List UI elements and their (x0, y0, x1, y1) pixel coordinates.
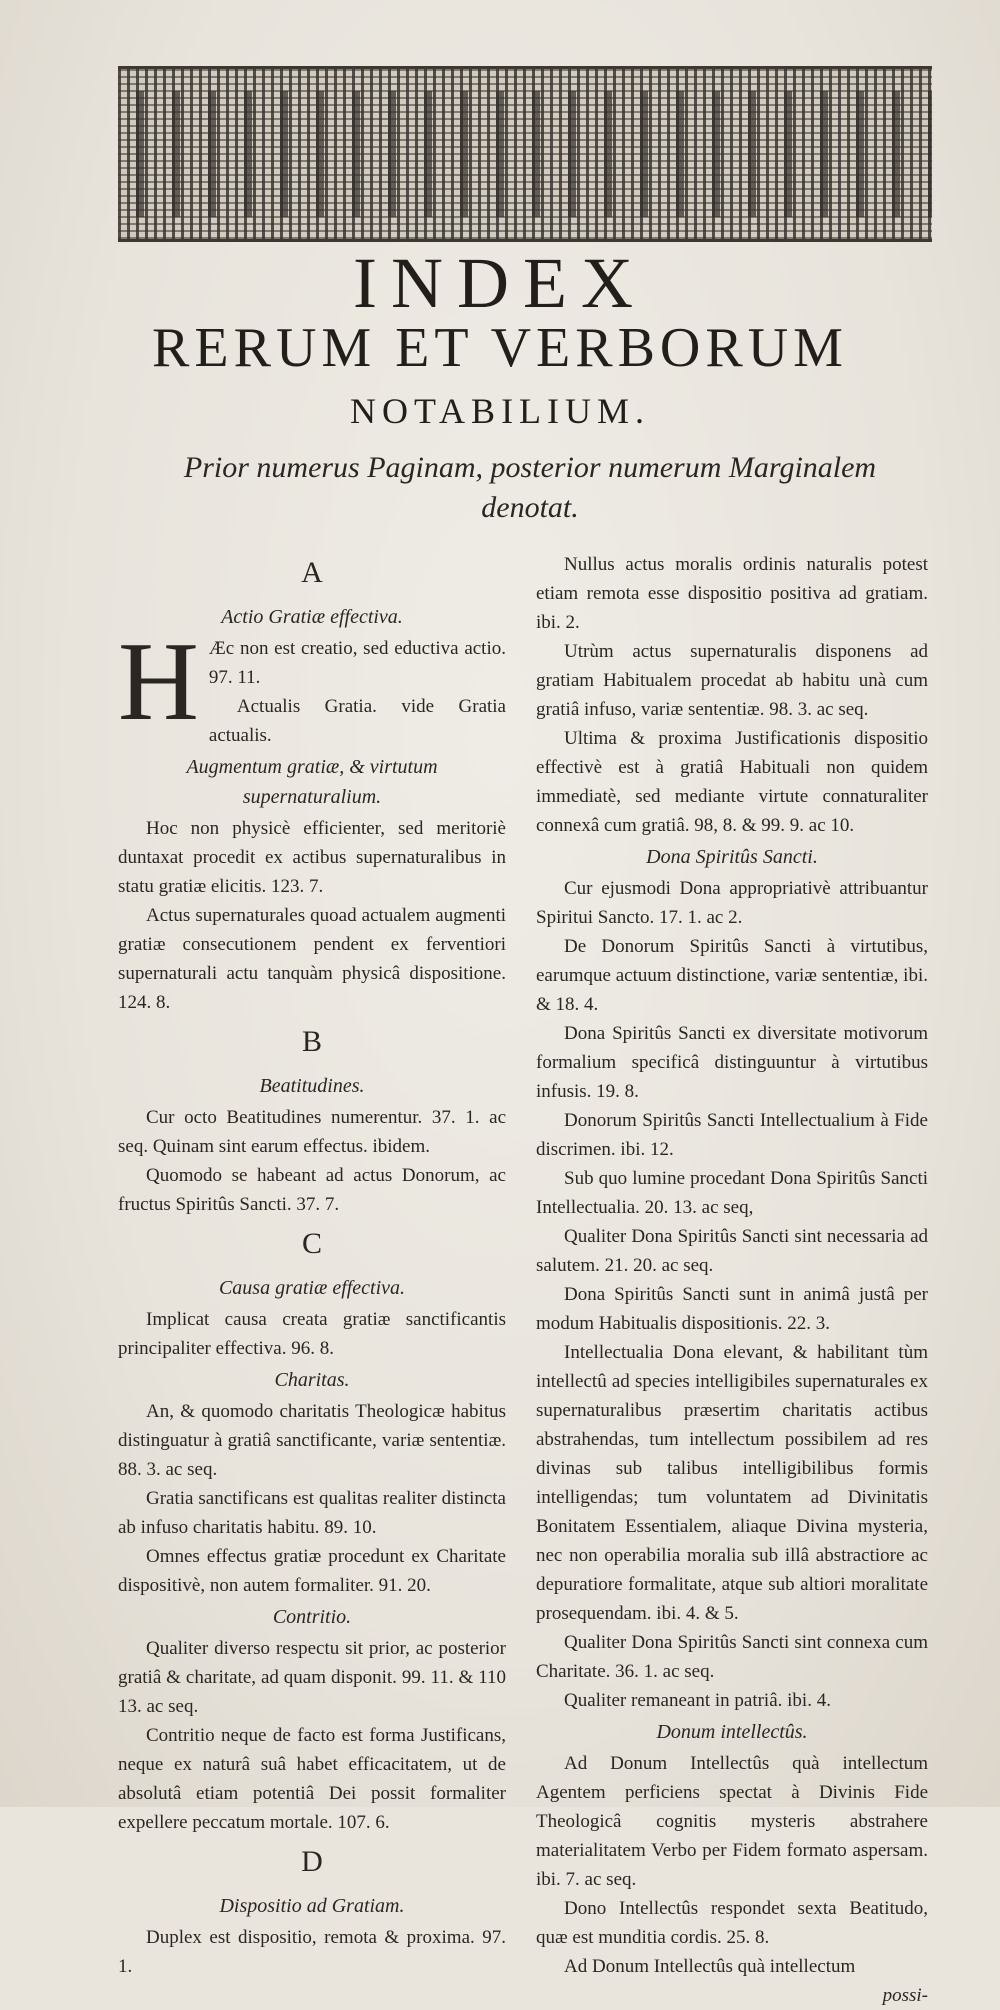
index-entry: Quomodo se habeant ad actus Donorum, ac fructus Spiritûs Sancti. 37. 7. (118, 1165, 506, 1215)
index-entry: Duplex est dispositio, remota & proxima. 97. 1. (118, 1927, 506, 1977)
index-entry: Actualis Gratia. vide Gratia actualis. (208, 696, 506, 746)
index-heading: Dispositio ad Gratiam. (219, 1895, 405, 1917)
index-entry: Hoc non physicè efficienter, sed meritoriè duntaxat procedit ex actibus supernaturalibus in statu gratiæ elicitis. 123. 7. (118, 818, 506, 897)
left-column (118, 548, 506, 1981)
index-entry: Qualiter remaneant in patriâ. ibi. 4. (564, 1690, 831, 1711)
index-heading: Dona Spiritûs Sancti. (646, 846, 818, 868)
index-heading: Causa gratiæ effectiva. (218, 1277, 406, 1299)
section-letter: B (301, 1025, 322, 1058)
page-title: INDEX (353, 243, 647, 323)
index-entry: Ad Donum Intellectûs quà intellectum (564, 1956, 856, 1977)
index-heading: Augmentum gratiæ, & virtutum supernaturalium. (186, 756, 438, 808)
index-entry: Intellectualia Dona elevant, & habilitant tùm intellectû ad species intelligibiles supernaturales ex supernaturalibus præsertim charitatis actibus abstrahendas, tum intellectum possibilem ad res divinas sub talibus intelligibilibus formis intelligendas; tum voluntatem ad Divinitatis Bonitatem Essentialem, aliaque Divina mysteria, nec non operabilia moralia sub illâ abstractiore ac depuratiore formalitate, atque sub altiori moralitate prosequendam. ibi. 4. & 5. (536, 1342, 928, 1624)
index-entry: Nullus actus moralis ordinis naturalis potest etiam remota esse dispositio positiva ad gratiam. ibi. 2. (536, 554, 928, 633)
index-entry: Ultima & proxima Justificationis dispositio effectivè est à gratiâ Habituali non quidem immediatè, sed mediante virtute connaturaliter connexâ cum gratiâ. 98, 8. & 99. 9. ac 10. (536, 728, 928, 836)
index-heading: Beatitudines. (259, 1075, 365, 1097)
index-heading: Charitas. (274, 1369, 350, 1391)
index-entry: An, & quomodo charitatis Theologicæ habitus distinguatur à gratiâ sanctificante, variæ sententiæ. 88. 3. ac seq. (118, 1401, 506, 1480)
index-heading: Contritio. (272, 1606, 352, 1628)
index-entry: Ad Donum Intellectûs quà intellectum Agentem perficiens spectat à Divinis Fide Theologicâ cognitis mysteris abstrahere materialitatem Verbo per Fidem formato aspersam. ibi. 7. ac seq. (536, 1753, 928, 1890)
index-entry: Omnes effectus gratiæ procedunt ex Charitate dispositivè, non autem formaliter. 91. 20. (118, 1546, 506, 1596)
index-entry: Contritio neque de facto est forma Justificans, neque ex naturâ suâ habet efficacitatem, ut de absolutâ etiam potentiâ Dei possit formaliter expellere peccatum mortale. 107. 6. (118, 1725, 506, 1833)
decorative-header-band (118, 66, 932, 242)
drop-cap: H (118, 620, 199, 744)
index-entry: Qualiter Dona Spiritûs Sancti sint connexa cum Charitate. 36. 1. ac seq. (536, 1632, 928, 1682)
index-entry: Utrùm actus supernaturalis disponens ad gratiam Habitualem procedat ab habitu unà cum gratiâ infuso, variæ sententiæ. 98. 3. ac seq. (536, 641, 928, 720)
index-entry: Implicat causa creata gratiæ sanctificantis principaliter effectiva. 96. 8. (118, 1309, 506, 1359)
index-entry: Cur octo Beatitudines numerentur. 37. 1. ac seq. Quinam sint earum effectus. ibidem. (118, 1107, 506, 1157)
section-letter: C (301, 1227, 322, 1260)
index-heading: Donum intellectûs. (656, 1721, 808, 1743)
catchword: possi- (882, 1985, 928, 2006)
index-entry: Gratia sanctificans est qualitas realiter distincta ab infuso charitatis habitu. 89. 10. (118, 1488, 506, 1538)
title-line-2: RERUM ET VERBORUM (152, 317, 848, 379)
index-entry: Dona Spiritûs Sancti ex diversitate motivorum formalium specificâ distinguuntur à virtutibus infusis. 19. 8. (536, 1023, 928, 1102)
index-heading: Actio Gratiæ effectiva. (221, 606, 403, 628)
entry-text: Æc non est creatio, sed eductiva actio. 97. 11. (208, 638, 506, 688)
index-entry: Sub quo lumine procedant Dona Spiritûs Sancti Intellectualia. 20. 13. ac seq, (536, 1168, 928, 1218)
right-column (536, 550, 928, 2010)
index-entry: Cur ejusmodi Dona appropriativè attribuantur Spiritui Sancto. 17. 1. ac 2. (536, 878, 928, 928)
index-entry: Donorum Spiritûs Sancti Intellectualium à Fide discrimen. ibi. 12. (536, 1110, 928, 1160)
section-letter: A (301, 556, 323, 589)
subtitle: Prior numerus Paginam, posterior numerum Marginalem denotat. (183, 451, 877, 524)
index-entry: Dono Intellectûs respondet sexta Beatitudo, quæ est munditia cordis. 25. 8. (536, 1898, 928, 1948)
index-entry: De Donorum Spiritûs Sancti à virtutibus, earumque actuum distinctione, variæ sententiæ, ibi. & 18. 4. (536, 936, 928, 1015)
section-letter: D (301, 1845, 323, 1878)
index-entry: Dona Spiritûs Sancti sunt in animâ justâ per modum Habitualis dispositionis. 22. 3. (536, 1284, 928, 1334)
index-entry: Qualiter diverso respectu sit prior, ac posterior gratiâ & charitate, ad quam disponit. 99. 11. & 110 13. ac seq. (118, 1638, 506, 1717)
title-line-3: NOTABILIUM. (349, 391, 651, 431)
index-entry: Actus supernaturales quoad actualem augmenti gratiæ consecutionem pendent ex ferventiori supernaturali actu tanquàm physicâ dispositione. 124. 8. (118, 905, 506, 1013)
index-entry: Qualiter Dona Spiritûs Sancti sint necessaria ad salutem. 21. 20. ac seq. (536, 1226, 928, 1276)
